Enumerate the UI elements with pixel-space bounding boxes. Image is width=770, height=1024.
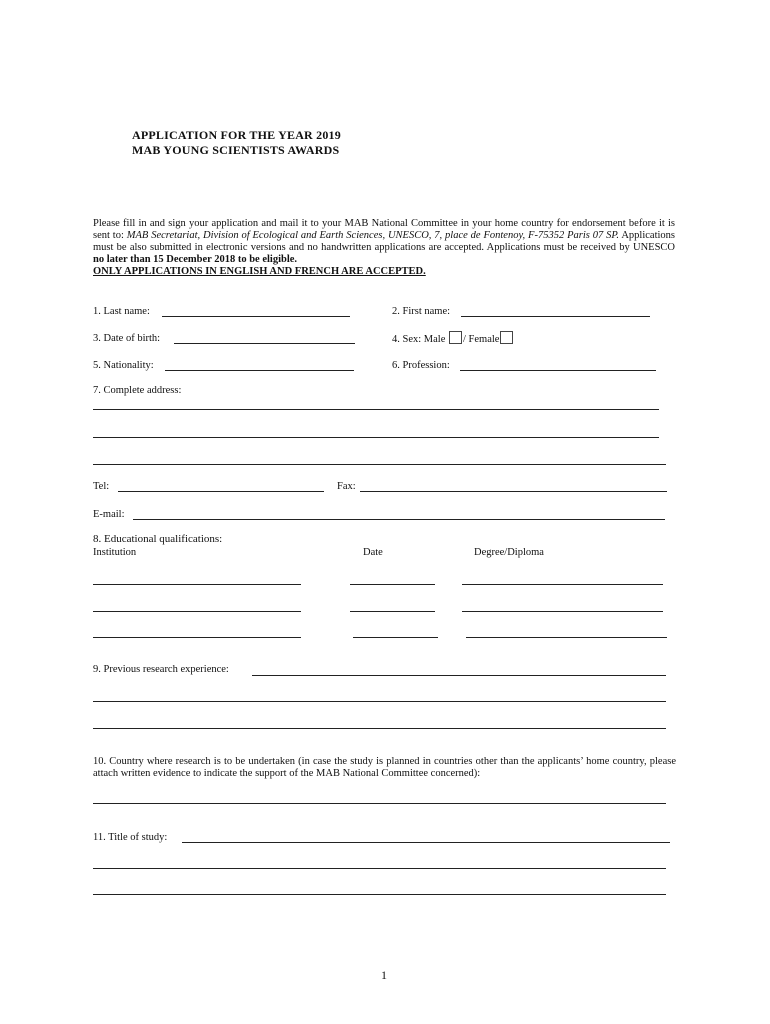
tel-field[interactable] xyxy=(118,491,324,492)
address-label: 7. Complete address: xyxy=(93,385,182,396)
date-column-header: Date xyxy=(363,547,383,558)
institution-field-3[interactable] xyxy=(93,637,301,638)
female-label: / Female xyxy=(463,334,500,345)
degree-field-2[interactable] xyxy=(462,611,663,612)
instructions-paragraph xyxy=(93,218,675,278)
research-country-field[interactable] xyxy=(93,803,666,804)
secretariat-address: MAB Secretariat, Division of Ecological and Earth Sciences, UNESCO, 7, place de Fontenoy, F-75352 Paris 07 SP. xyxy=(126,230,620,241)
date-field-2[interactable] xyxy=(350,611,435,612)
profession-label: 6. Profession: xyxy=(392,360,450,371)
study-title-line-1[interactable] xyxy=(182,842,670,843)
sex-label: 4. Sex: Male xyxy=(392,334,446,345)
tel-label: Tel: xyxy=(93,481,110,492)
institution-column-header: Institution xyxy=(93,547,137,558)
sex-field xyxy=(392,331,514,345)
language-notice: ONLY APPLICATIONS IN ENGLISH AND FRENCH ARE ACCEPTED. xyxy=(93,266,426,277)
female-checkbox[interactable] xyxy=(500,331,513,344)
nationality-field[interactable] xyxy=(165,370,354,371)
date-field-1[interactable] xyxy=(350,584,435,585)
page-number: 1 xyxy=(381,968,387,982)
institution-field-2[interactable] xyxy=(93,611,301,612)
male-checkbox[interactable] xyxy=(449,331,462,344)
degree-field-1[interactable] xyxy=(462,584,663,585)
date-field-3[interactable] xyxy=(353,637,438,638)
email-field[interactable] xyxy=(133,519,665,520)
fax-field[interactable] xyxy=(360,491,667,492)
first-name-label: 2. First name: xyxy=(392,306,451,317)
study-title-line-3[interactable] xyxy=(93,894,666,895)
deadline-text: no later than 15 December 2018 to be eligible. xyxy=(93,254,298,265)
education-label: 8. Educational qualifications: xyxy=(93,533,223,545)
last-name-label: 1. Last name: xyxy=(93,306,150,317)
email-label: E-mail: xyxy=(93,509,125,520)
research-country-label: 10. Country where research is to be undertaken (in case the study is planned in countries other than the applicants’ home country, please attach written evidence to indicate the support of the MAB National Committee concerned): xyxy=(93,756,676,779)
last-name-field[interactable] xyxy=(162,316,350,317)
form-subtitle: MAB YOUNG SCIENTISTS AWARDS xyxy=(132,143,340,157)
study-title-label: 11. Title of study: xyxy=(93,832,168,843)
address-line-1[interactable] xyxy=(93,409,659,410)
date-of-birth-field[interactable] xyxy=(174,343,355,344)
research-experience-line-1[interactable] xyxy=(252,675,666,676)
date-of-birth-label: 3. Date of birth: xyxy=(93,333,161,344)
first-name-field[interactable] xyxy=(461,316,650,317)
research-experience-label: 9. Previous research experience: xyxy=(93,664,229,675)
study-title-line-2[interactable] xyxy=(93,868,666,869)
address-line-3[interactable] xyxy=(93,464,666,465)
degree-field-3[interactable] xyxy=(466,637,667,638)
address-line-2[interactable] xyxy=(93,437,659,438)
nationality-label: 5. Nationality: xyxy=(93,360,154,371)
instructions-text-2: Applications must be also submitted in electronic versions and no handwritten applications are accepted. Applications must be received by UNESCO xyxy=(93,230,675,253)
fax-label: Fax: xyxy=(337,481,356,492)
degree-column-header: Degree/Diploma xyxy=(474,547,544,558)
institution-field-1[interactable] xyxy=(93,584,301,585)
profession-field[interactable] xyxy=(460,370,656,371)
research-experience-line-2[interactable] xyxy=(93,701,666,702)
instructions-text: Please fill in and sign your application and mail it to your MAB National Committee in your home country for endorsement before it is sent to: xyxy=(93,218,675,241)
research-experience-line-3[interactable] xyxy=(93,728,666,729)
form-title: APPLICATION FOR THE YEAR 2019 xyxy=(132,128,341,142)
